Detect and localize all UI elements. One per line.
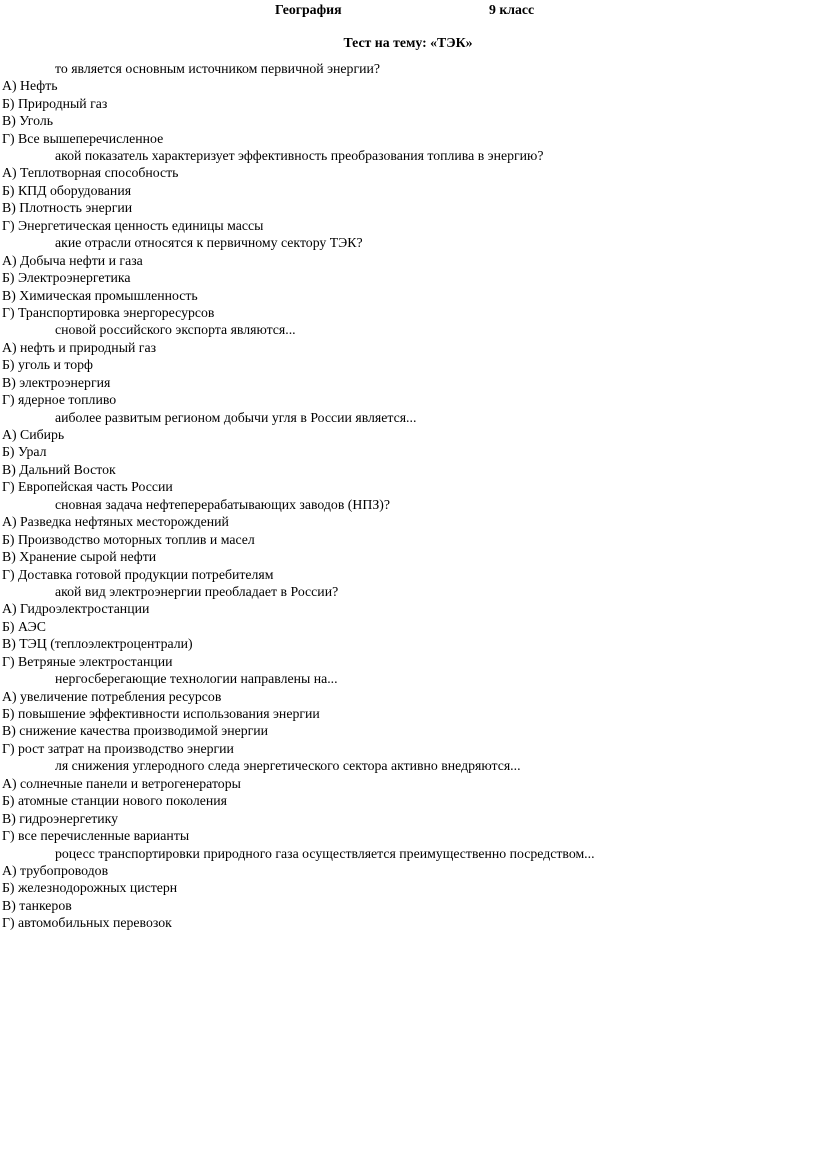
answer-option: Б) атомные станции нового поколения [2, 793, 227, 809]
question-text: ля снижения углеродного следа энергетического сектора активно внедряются... [55, 758, 521, 774]
question-block [0, 234, 816, 321]
question-block [0, 60, 816, 147]
answer-option: В) Хранение сырой нефти [2, 549, 157, 565]
answer-option: А) Сибирь [2, 427, 65, 443]
question-text: то является основным источником первичной энергии? [55, 60, 380, 76]
document-header [0, 1, 816, 18]
answer-option: Г) Транспортировка энергоресурсов [2, 304, 215, 320]
answer-option: В) снижение качества производимой энергии [2, 723, 269, 739]
answer-option: Г) Энергетическая ценность единицы массы [2, 217, 264, 233]
question-text: акие отрасли относятся к первичному сектору ТЭК? [55, 235, 363, 251]
question-block [0, 496, 816, 583]
answer-option: В) ТЭЦ (теплоэлектроцентрали) [2, 636, 193, 652]
answer-option: Г) Доставка готовой продукции потребителям [2, 566, 274, 582]
answer-option: Б) Урал [2, 444, 47, 460]
answer-option: А) трубопроводов [2, 862, 109, 878]
question-block [0, 409, 816, 496]
answer-option: А) Теплотворная способность [2, 165, 179, 181]
question-text: нергосберегающие технологии направлены на... [55, 671, 338, 687]
answer-option: В) Химическая промышленность [2, 287, 198, 303]
questions-list [0, 60, 816, 932]
answer-option: А) Нефть [2, 78, 58, 94]
answer-option: А) Разведка нефтяных месторождений [2, 514, 229, 530]
answer-option: Г) все перечисленные варианты [2, 828, 190, 844]
answer-option: Г) автомобильных перевозок [2, 915, 172, 931]
question-block [0, 670, 816, 757]
answer-option: Г) ядерное топливо [2, 392, 117, 408]
answer-option: Г) рост затрат на производство энергии [2, 740, 234, 756]
answer-option: Б) Электроэнергетика [2, 270, 131, 286]
question-block [0, 321, 816, 408]
answer-option: Б) Природный газ [2, 95, 108, 111]
answer-option: А) нефть и природный газ [2, 339, 157, 355]
answer-option: Б) уголь и торф [2, 357, 93, 373]
answer-option: А) увеличение потребления ресурсов [2, 688, 222, 704]
question-text: аиболее развитым регионом добычи угля в России является... [55, 409, 417, 425]
answer-option: В) Уголь [2, 113, 54, 129]
question-block [0, 583, 816, 670]
answer-option: Б) железнодорожных цистерн [2, 880, 178, 896]
test-title: Тест на тему: «ТЭК» [343, 35, 473, 51]
question-block [0, 845, 816, 932]
question-text: сновная задача нефтеперерабатывающих заводов (НПЗ)? [55, 496, 390, 512]
answer-option: Г) Все вышеперечисленное [2, 130, 164, 146]
answer-option: Б) КПД оборудования [2, 182, 132, 198]
answer-option: Б) АЭС [2, 618, 46, 634]
answer-option: В) гидроэнергетику [2, 810, 119, 826]
answer-option: А) Гидроэлектростанции [2, 601, 150, 617]
answer-option: В) Плотность энергии [2, 200, 133, 216]
answer-option: Б) Производство моторных топлив и масел [2, 531, 255, 547]
question-text: роцесс транспортировки природного газа осуществляется преимущественно посредством... [55, 845, 595, 861]
answer-option: В) электроэнергия [2, 374, 111, 390]
question-text: акой показатель характеризует эффективность преобразования топлива в энергию? [55, 148, 544, 164]
answer-option: А) Добыча нефти и газа [2, 252, 143, 268]
question-text: акой вид электроэнергии преобладает в России? [55, 583, 339, 599]
answer-option: В) Дальний Восток [2, 461, 116, 477]
question-text: сновой российского экспорта являются... [55, 322, 296, 338]
subject-title: География [275, 2, 342, 17]
question-block [0, 757, 816, 844]
grade-label: 9 класс [489, 2, 535, 17]
answer-option: Г) Ветряные электростанции [2, 653, 173, 669]
answer-option: Г) Европейская часть России [2, 479, 173, 495]
answer-option: В) танкеров [2, 897, 72, 913]
answer-option: А) солнечные панели и ветрогенераторы [2, 775, 241, 791]
answer-option: Б) повышение эффективности использования энергии [2, 706, 320, 722]
question-block [0, 147, 816, 234]
